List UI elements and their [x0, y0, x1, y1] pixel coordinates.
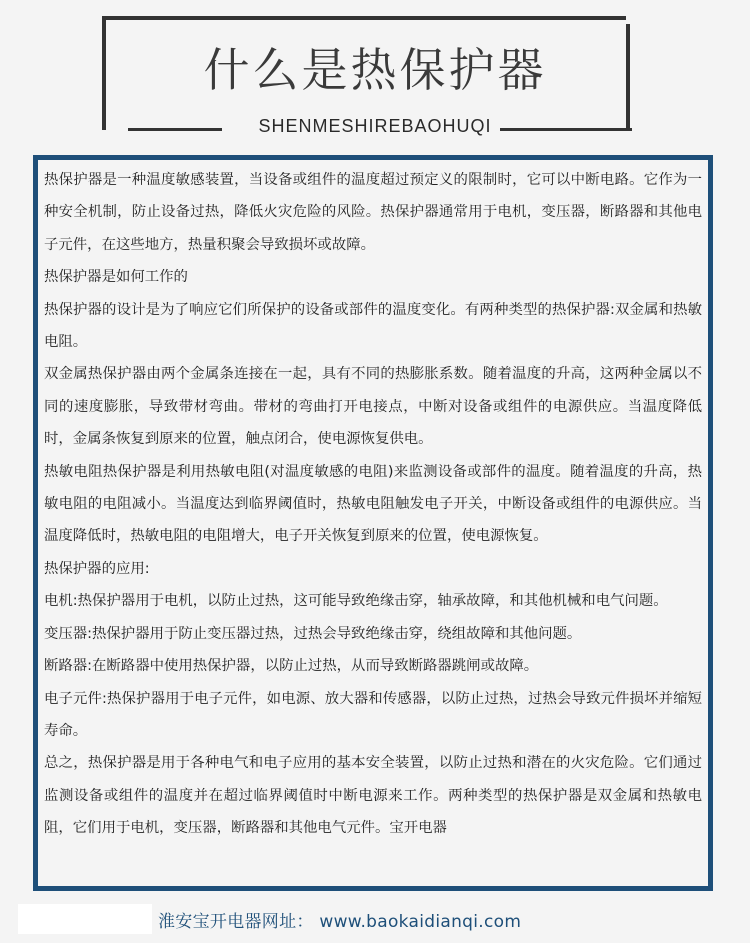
header-frame-top: [102, 16, 626, 20]
paragraph-summary: 总之，热保护器是用于各种电气和电子应用的基本安全装置，以防止过热和潜在的火灾危险。它们通过监测设备或组件的温度并在超过临界阈值时中断电源来工作。两种类型的热保护器是双金属和热敏电阻，它们用于电机，变压器，断路器和其他电气元件。宝开电器: [44, 755, 702, 837]
page-subtitle: SHENMESHIREBAOHUQI: [258, 116, 492, 136]
paragraph-electronics: 电子元件:热保护器用于电子元件，如电源、放大器和传感器，以防止过热，过热会导致元件损坏并缩短寿命。: [44, 690, 702, 739]
paragraph-intro: 热保护器是一种温度敏感装置，当设备或组件的温度超过预定义的限制时，它可以中断电路。它作为一种安全机制，防止设备过热，降低火灾危险的风险。热保护器通常用于电机，变压器，断路器和其他电子元件，在这些地方，热量积聚会导致损坏或故障。: [44, 172, 702, 253]
paragraph-bimetal: 双金属热保护器由两个金属条连接在一起，具有不同的热膨胀系数。随着温度的升高，这两种金属以不同的速度膨胀，导致带材弯曲。带材的弯曲打开电接点，中断对设备或组件的电源供应。当温度降低时，金属条恢复到原来的位置，触点闭合，使电源恢复供电。: [44, 366, 702, 448]
heading-how-it-works: 热保护器是如何工作的: [44, 269, 188, 286]
article-body: [33, 155, 713, 891]
paragraph-transformer: 变压器:热保护器用于防止变压器过热，过热会导致绝缘击穿，绕组故障和其他问题。: [44, 625, 582, 642]
footer-blank-box: [18, 904, 152, 934]
paragraph-thermistor: 热敏电阻热保护器是利用热敏电阻(对温度敏感的电阻)来监测设备或部件的温度。随着温度的升高，热敏电阻的电阻减小。当温度达到临界阈值时，热敏电阻触发电子开关，中断设备或组件的电源供应。当温度降低时，热敏电阻的电阻增大，电子开关恢复到原来的位置，使电源恢复。: [44, 463, 702, 545]
page-title: 什么是热保护器: [203, 43, 547, 97]
paragraph-motor: 电机:热保护器用于电机，以防止过热，这可能导致绝缘击穿，轴承故障，和其他机械和电气问题。: [44, 593, 668, 610]
heading-applications: 热保护器的应用:: [44, 560, 150, 577]
paragraph-design: 热保护器的设计是为了响应它们所保护的设备或部件的温度变化。有两种类型的热保护器:双金属和热敏电阻。: [44, 301, 702, 351]
footer-website[interactable]: 淮安宝开电器网址： www.baokaidianqi.com: [158, 912, 522, 932]
paragraph-breaker: 断路器:在断路器中使用热保护器，以防止过热，从而导致断路器跳闸或故障。: [44, 658, 539, 675]
